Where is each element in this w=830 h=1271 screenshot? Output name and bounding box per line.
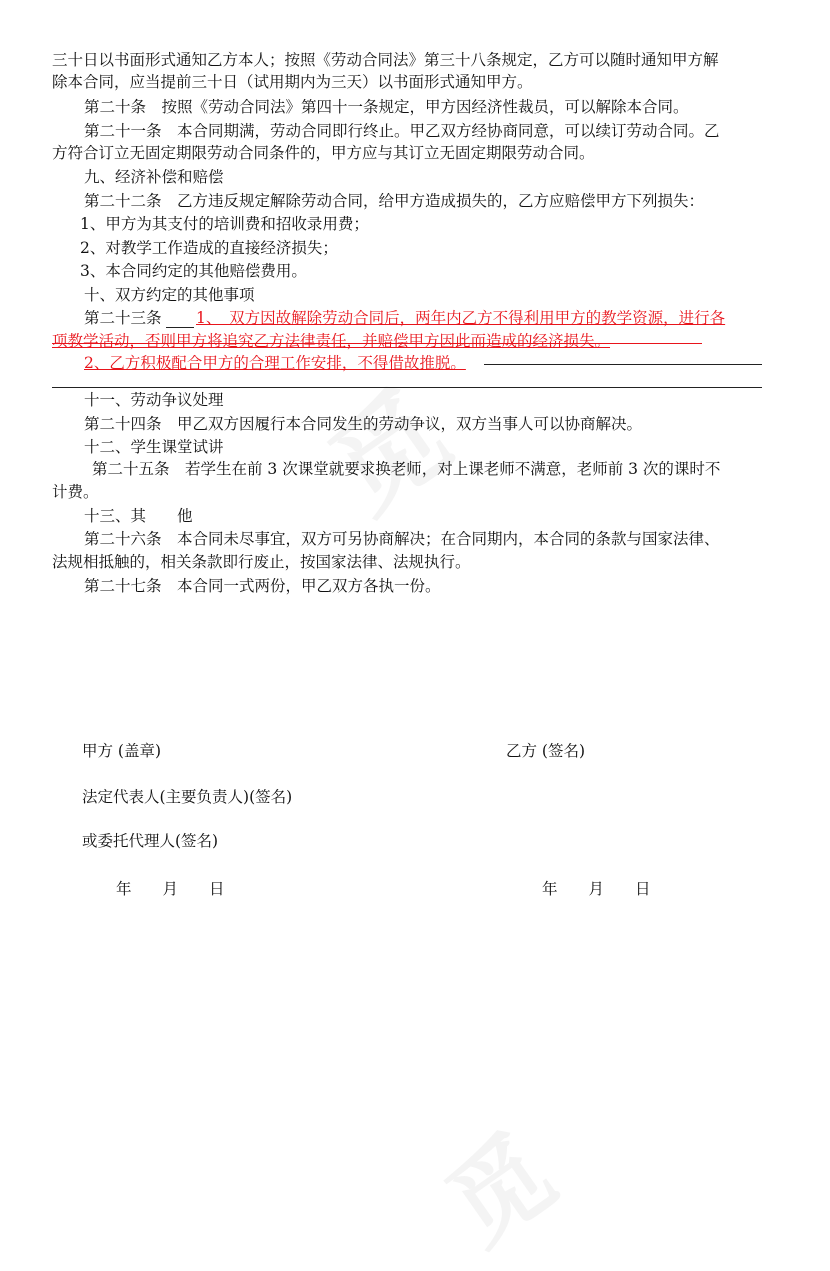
list-item: 1、甲方为其支付的培训费和招收录用费；	[80, 215, 369, 233]
article-23-clause-1-cont: 项教学活动，否则甲方将追究乙方法律责任，并赔偿甲方因此而造成的经济损失。	[52, 332, 611, 350]
paragraph-line: 除本合同，应当提前三十日（试用期内为三天）以书面形式通知甲方。	[52, 73, 533, 91]
section-heading: 十三、其 他	[84, 507, 193, 525]
underline	[166, 327, 194, 328]
article-21: 第二十一条 本合同期满，劳动合同即行终止。甲乙双方经协商同意，可以续订劳动合同。乙	[84, 122, 720, 140]
list-item: 3、本合同约定的其他赔偿费用。	[80, 262, 307, 280]
article-25: 第二十五条 若学生在前 3 次课堂就要求换老师，对上课老师不满意，老师前 3 次的课时不	[92, 460, 721, 478]
authorized-agent: 或委托代理人(签名)	[82, 832, 219, 850]
list-item: 2、对教学工作造成的直接经济损失；	[80, 239, 338, 257]
article-20: 第二十条 按照《劳动合同法》第四十一条规定，甲方因经济性裁员，可以解除本合同。	[84, 98, 689, 116]
article-23-label: 第二十三条	[84, 309, 162, 327]
red-underline	[52, 343, 702, 344]
date-party-b: 年 月 日	[542, 880, 651, 898]
party-a-seal: 甲方 (盖章)	[82, 742, 162, 760]
section-heading: 十二、学生课堂试讲	[84, 438, 224, 456]
article-26: 第二十六条 本合同未尽事宜，双方可另协商解决；在合同期内，本合同的条款与国家法律、	[84, 530, 720, 548]
blank-underline	[484, 364, 762, 365]
article-27: 第二十七条 本合同一式两份，甲乙双方各执一份。	[84, 577, 441, 595]
watermark-icon	[414, 1038, 647, 1251]
party-b-signature: 乙方 (签名)	[506, 742, 586, 760]
date-party-a: 年 月 日	[116, 880, 225, 898]
paragraph-line: 三十日以书面形式通知乙方本人；按照《劳动合同法》第三十八条规定，乙方可以随时通知甲方解	[52, 51, 719, 69]
section-heading: 十、双方约定的其他事项	[84, 286, 255, 304]
article-24: 第二十四条 甲乙双方因履行本合同发生的劳动争议，双方当事人可以协商解决。	[84, 415, 643, 433]
section-heading: 九、经济补偿和赔偿	[84, 168, 224, 186]
paragraph-line: 方符合订立无固定期限劳动合同条件的，甲方应与其订立无固定期限劳动合同。	[52, 144, 595, 162]
legal-representative: 法定代表人(主要负责人)(签名)	[82, 788, 293, 806]
paragraph-line: 法规相抵触的，相关条款即行废止，按国家法律、法规执行。	[52, 553, 471, 571]
article-23-clause-1: 1、 双方因故解除劳动合同后，两年内乙方不得利用甲方的教学资源，进行各	[196, 309, 726, 327]
section-heading: 十一、劳动争议处理	[84, 391, 224, 409]
blank-underline	[52, 387, 762, 388]
article-23-clause-2: 2、乙方积极配合甲方的合理工作安排，不得借故推脱。	[84, 354, 466, 372]
article-22: 第二十二条 乙方违反规定解除劳动合同，给甲方造成损失的，乙方应赔偿甲方下列损失：	[84, 192, 705, 210]
paragraph-line: 计费。	[52, 483, 99, 501]
